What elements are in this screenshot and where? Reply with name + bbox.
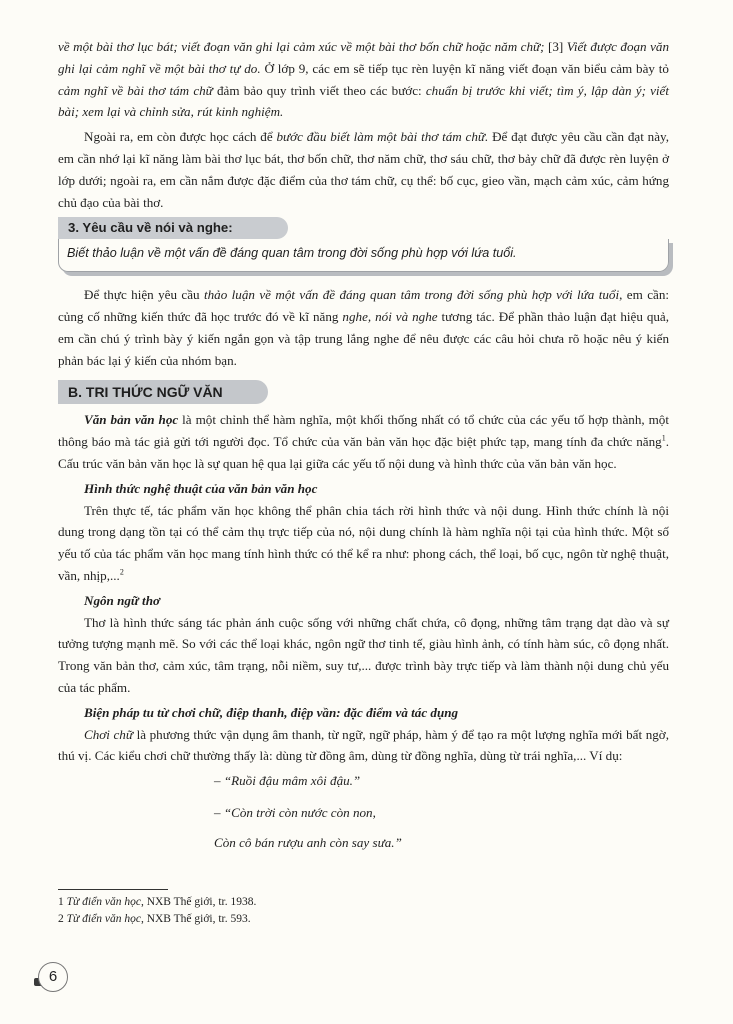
intro-text: cảm nghĩ về bài thơ tám chữ (58, 82, 213, 98)
intro-text: đảm bảo quy trình viết theo các bước: (212, 82, 426, 98)
footnote-ref: 2 (119, 567, 124, 577)
intro-text: Để đạt được yêu cầu cần đạt này, em cần nhớ lại kĩ năng làm bài thơ lục bát, thơ bốn chữ, thơ năm chữ, thơ sáu chữ, thơ bảy chữ đã được rèn luyện ở lớp dưới; ngoài ra, em cần nắm được đặc điểm của thơ tám chữ, cụ thể: bố cục, gieo vần, mạch cảm xúc, cảm hứng chủ đạo của bài thơ. (58, 129, 669, 210)
speak-text: tương tác. Để phần thảo luận đạt hiệu quả, em cần chú ý trình bày ý kiến ngắn gọn và tập trung lắng nghe để nêu được các câu hỏi chưa rõ hoặc nêu ý kiến phản bác lại ý kiến của nhóm bạn. (58, 308, 670, 368)
art-form-title: Hình thức nghệ thuật của văn bản văn học (84, 480, 318, 496)
speak-text: Để thực hiện yêu cầu (84, 287, 204, 303)
footnote-ref: 1 (661, 433, 666, 443)
rhetoric-title: Biện pháp tu từ chơi chữ, điệp thanh, điệp vần: đặc điểm và tác dụng (84, 704, 459, 720)
intro-paragraph-1 (58, 36, 669, 123)
footnote-1 (58, 894, 256, 910)
intro-text: chuẩn bị trước khi viết; tìm ý, lập dàn ý; viết bài; xem lại và chỉnh sửa, rút kinh nghiệm. (58, 82, 670, 120)
section-b-heading: B. TRI THỨC NGỮ VĂN (58, 380, 268, 404)
intro-text: về một bài thơ lục bát; viết đoạn văn ghi lại cảm xúc về một bài thơ bốn chữ hoặc năm chữ; (58, 39, 545, 54)
speak-text: nghe, nói và nghe (342, 308, 438, 324)
literary-text-definition (58, 409, 669, 474)
footnote-divider (58, 889, 168, 890)
footnote-number: 1 (58, 896, 67, 908)
intro-paragraph-2 (58, 126, 669, 213)
intro-text: [3] (544, 39, 567, 54)
poetry-language-paragraph: Thơ là hình thức sáng tác phản ánh cuộc sống với những chất chứa, cô đọng, những tâm trạng dạt dào và sự tưởng tượng mạnh mẽ. So với các thể loại khác, ngôn ngữ thơ tinh tế, giàu hình ảnh, có tính hàm súc, cô đọng nhất. Trong văn bản thơ, cảm xúc, tâm trạng, nỗi niềm, suy tư,... được trình bày trực tiếp và làm thành nội dung chủ yếu của tác phẩm. (58, 614, 669, 695)
intro-text: Viết được đoạn văn ghi lại cảm nghĩ về một bài thơ tự do. (58, 39, 669, 76)
footnote-text: , NXB Thế giới, tr. 593. (140, 913, 251, 925)
speak-text: thảo luận về một vấn đề đáng quan tâm trong đời sống phù hợp với lứa tuổi (203, 287, 620, 303)
intro-text: bước đầu biết làm một bài thơ tám chữ. (276, 129, 489, 145)
page-body (58, 36, 669, 854)
intro-text: Ở lớp 9, các em sẽ tiếp tục rèn luyện kĩ năng viết đoạn văn biểu cảm bày tỏ (260, 60, 669, 76)
speaking-paragraph (58, 284, 669, 371)
wordplay-paragraph (58, 724, 669, 768)
speaking-requirement-box: Biết thảo luận về một vấn đề đáng quan tâm trong đời sống phù hợp với lứa tuổi. (58, 239, 669, 272)
art-form-text: Trên thực tế, tác phẩm văn học không thể phân chia tách rời hình thức và nội dung. Hình thức chính là nội dung trong dạng tồn tại có thể cảm thụ trực tiếp của nó, nội dung chính là hàm nghĩa nội tại của hình thức. Một số yếu tố của tác phẩm văn học mang tính hình thức có thể kể ra như: phong cách, thể loại, bố cục, ngôn từ nghệ thuật, vần, nhịp,... (58, 502, 669, 583)
example-2-line-2: Còn cô bán rượu anh còn say sưa.” (214, 834, 402, 850)
footnote-number: 2 (58, 913, 67, 925)
footnote-2 (58, 911, 251, 927)
speak-text: , em cần: củng cố những kiến thức đã học trước đó về kĩ năng (58, 287, 669, 324)
term: Chơi chữ (84, 726, 133, 742)
wordplay-text: là phương thức vận dụng âm thanh, từ ngữ, ngữ pháp, hàm ý để tạo ra một lượng nghĩa mới bất ngờ, thú vị. Các kiểu chơi chữ thường thấy là: dùng từ đồng âm, dùng từ đồng nghĩa, dùng từ trái nghĩa,... Ví dụ: (58, 726, 669, 764)
term: Văn bản văn học (84, 412, 179, 428)
art-form-paragraph (58, 500, 669, 587)
footnote-text: , NXB Thế giới, tr. 1938. (140, 896, 257, 908)
intro-text: Ngoài ra, em còn được học cách để (84, 129, 277, 145)
definition-text: . Cấu trúc văn bản văn học là sự quan hệ qua lại giữa các yếu tố nội dung và hình thức của văn bản văn học. (58, 434, 669, 471)
footnote-title: Từ điển văn học (66, 896, 141, 908)
example-1: – “Ruồi đậu mâm xôi đậu.” (214, 773, 361, 789)
footnote-title: Từ điển văn học (66, 913, 141, 925)
example-2-line-1: – “Còn trời còn nước còn non, (214, 804, 376, 820)
definition-text: là một chỉnh thể hàm nghĩa, một khối thống nhất có tổ chức của các yếu tố hợp thành, một thông báo mà tác giả gửi tới người đọc. Tổ chức của văn bản văn học đặc biệt phức tạp, mang tính đa chức năng (58, 412, 669, 450)
poetry-language-title: Ngôn ngữ thơ (84, 592, 160, 608)
speaking-requirement-heading: 3. Yêu cầu về nói và nghe: (58, 217, 288, 239)
page-number: 6 (38, 962, 68, 992)
